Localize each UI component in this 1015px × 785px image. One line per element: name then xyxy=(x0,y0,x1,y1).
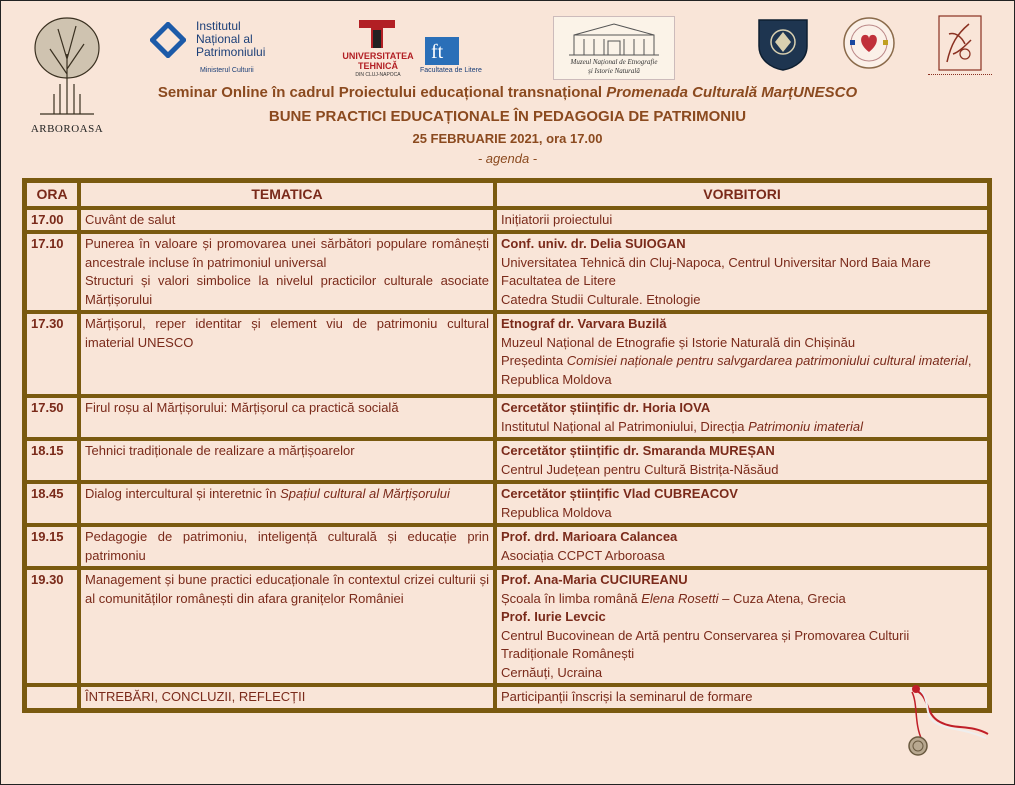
speaker-name: Cercetător științific Vlad CUBREACOV xyxy=(501,486,738,501)
row-speaker xyxy=(495,482,989,525)
speaker-name: Prof. drd. Marioara Calancea xyxy=(501,529,678,544)
row-speaker: Inițiatorii proiectului xyxy=(495,208,989,233)
speaker-affiliation: Catedra Studii Culturale. Etnologie xyxy=(501,291,701,307)
speaker-affiliation: Asociația CCPCT Arboroasa xyxy=(501,547,665,563)
martisor-icon xyxy=(900,684,992,764)
row-topic xyxy=(79,482,495,525)
speaker-affiliation: Universitatea Tehnică din Cluj-Napoca, Centrul Universitar Nord Baia Mare xyxy=(501,254,931,270)
speaker-affiliation xyxy=(501,590,983,609)
seminar-title-prefix: Seminar Online în cadrul Proiectului educațional transnațional xyxy=(157,84,607,101)
speaker-name: Cercetător științific dr. Horia IOVA xyxy=(501,400,711,415)
speaker-affiliation: Cernăuți, Ucraina xyxy=(501,664,603,680)
muzeu-name-line2: și Istorie Naturală xyxy=(588,67,640,75)
row-speaker xyxy=(495,439,989,482)
speaker-affiliation: Centrul Județean pentru Cultură Bistrița-Năsăud xyxy=(501,461,779,477)
row-time: 17.00 xyxy=(25,208,79,233)
tree-icon xyxy=(30,14,104,118)
affiliation-text: , Republica Moldova xyxy=(501,353,972,387)
row-topic-line: Structuri și valori simbolice la nivelul practicilor culturale asociate Mărțișorului xyxy=(85,273,489,307)
column-header-vorbitori: VORBITORI xyxy=(495,181,989,208)
row-topic: ÎNTREBĂRI, CONCLUZII, REFLECȚII xyxy=(79,685,495,710)
row-time: 19.15 xyxy=(25,525,79,568)
row-topic: Management și bune practici educaționale în contextul crizei culturii și al comunităților românești din afara granițelor României xyxy=(79,568,495,685)
speaker-name: Etnograf dr. Varvara Buzilă xyxy=(501,316,667,331)
row-time: 17.30 xyxy=(25,312,79,396)
row-speaker xyxy=(495,396,989,439)
row-topic: Firul roșu al Mărțișorului: Mărțișorul ca practică socială xyxy=(79,396,495,439)
table-row xyxy=(25,232,989,312)
heart-circle-logo xyxy=(842,16,896,70)
affiliation-italic: Patrimoniu imaterial xyxy=(748,418,863,434)
agenda-table xyxy=(22,178,992,713)
cjc-shield-logo xyxy=(755,16,811,72)
affiliation-text: – Cuza Atena, Grecia xyxy=(718,590,846,606)
row-topic: Pedagogie de patrimoniu, inteligență culturală și educație prin patrimoniu xyxy=(79,525,495,568)
table-row xyxy=(25,208,989,233)
utcn-name-line1: UNIVERSITATEA xyxy=(342,51,414,61)
arboroasa-text: ARBOROASA xyxy=(30,123,104,135)
table-row xyxy=(25,685,989,710)
inp-name-line3: Patrimoniului xyxy=(196,45,266,59)
column-header-tematica: TEMATICA xyxy=(79,181,495,208)
affiliation-text: Institutul Național al Patrimoniului, Direcția xyxy=(501,418,749,434)
row-topic: Mărțișorul, reper identitar și element viu de patrimoniu cultural imaterial UNESCO xyxy=(79,312,495,396)
utcn-emblem-icon xyxy=(357,18,397,50)
row-topic-line: Punerea în valoare și promovarea unei sărbători populare românești ancestrale incluse în patrimoniul universal xyxy=(85,236,489,270)
utcn-subtitle: DIN CLUJ-NAPOCA xyxy=(355,72,401,78)
litere-emblem-icon xyxy=(424,36,460,66)
speaker-affiliation: Centrul Bucovinean de Artă pentru Conservarea și Promovarea Culturii Tradiționale Românești xyxy=(501,627,910,661)
table-row xyxy=(25,525,989,568)
row-speaker xyxy=(495,568,989,685)
column-header-ora: ORA xyxy=(25,181,79,208)
museum-building-icon xyxy=(564,21,664,57)
art-center-emblem-icon xyxy=(935,14,985,72)
inp-subtitle: Ministerul Culturii xyxy=(200,67,254,74)
row-speaker: Participanții înscriși la seminarul de formare xyxy=(495,685,989,710)
agenda-label: - agenda - xyxy=(477,151,538,166)
centrul-bucovinean-logo xyxy=(928,14,992,84)
affiliation-italic: Elena Rosetti xyxy=(641,590,719,606)
affiliation-italic: Comisiei naționale pentru salvgardarea patrimoniului cultural imaterial xyxy=(566,353,968,368)
row-time: 17.50 xyxy=(25,396,79,439)
row-topic xyxy=(79,232,495,312)
martisor-decoration xyxy=(900,684,992,764)
table-row xyxy=(25,312,989,396)
inp-name-line1: Institutul xyxy=(196,19,241,33)
shield-icon xyxy=(755,16,811,72)
speaker-affiliation: Facultatea de Litere xyxy=(501,273,616,288)
row-time: 17.10 xyxy=(25,232,79,312)
speaker-affiliation xyxy=(501,418,983,437)
table-row xyxy=(25,568,989,685)
seminar-title xyxy=(0,84,1015,101)
inp-logo xyxy=(150,20,280,80)
table-row xyxy=(25,482,989,525)
muzeu-logo xyxy=(553,16,675,80)
inp-name-line2: Național al xyxy=(196,32,253,46)
row-speaker xyxy=(495,525,989,568)
row-time: 19.30 xyxy=(25,568,79,685)
litere-label: Facultatea de Litere xyxy=(420,67,482,74)
heart-emblem-icon xyxy=(842,16,896,70)
seminar-title-project: Promenada Culturală MarțUNESCO xyxy=(606,84,858,101)
utcn-name-line2: TEHNICĂ xyxy=(358,61,398,71)
speaker-name: Conf. univ. dr. Delia SUIOGAN xyxy=(501,236,686,251)
speaker-name: Prof. Iurie Levcic xyxy=(501,609,606,624)
table-row xyxy=(25,396,989,439)
svg-text:ft: ft xyxy=(431,41,444,63)
table-header-row xyxy=(25,181,989,208)
topic-text: Dialog intercultural și interetnic în xyxy=(85,486,281,501)
art-center-caption xyxy=(928,74,992,81)
utcn-logo xyxy=(335,18,425,80)
affiliation-text: Școala în limba română xyxy=(501,590,642,606)
inp-emblem-icon xyxy=(150,22,186,58)
speaker-affiliation: Republica Moldova xyxy=(501,504,612,520)
affiliation-text: Președinta xyxy=(501,353,567,368)
table-row xyxy=(25,439,989,482)
row-time xyxy=(25,685,79,710)
row-time: 18.15 xyxy=(25,439,79,482)
row-speaker xyxy=(495,232,989,312)
row-topic: Tehnici tradiționale de realizare a mărțișoarelor xyxy=(79,439,495,482)
row-time: 18.45 xyxy=(25,482,79,525)
speaker-affiliation: Muzeul Național de Etnografie și Istorie Naturală din Chișinău xyxy=(501,334,856,350)
muzeu-name-line1: Muzeul Național de Etnografie xyxy=(570,58,658,66)
topic-italic: Spațiul cultural al Mărțișorului xyxy=(280,486,450,501)
row-speaker xyxy=(495,312,989,396)
seminar-subtitle: BUNE PRACTICI EDUCAȚIONALE ÎN PEDAGOGIA DE PATRIMONIU xyxy=(268,108,747,125)
row-topic: Cuvânt de salut xyxy=(79,208,495,233)
speaker-name: Prof. Ana-Maria CUCIUREANU xyxy=(501,572,688,587)
seminar-date: 25 FEBRUARIE 2021, ora 17.00 xyxy=(412,131,603,146)
speaker-name: Cercetător științific dr. Smaranda MUREȘAN xyxy=(501,443,775,458)
litere-logo xyxy=(420,36,490,80)
speaker-affiliation xyxy=(501,352,983,389)
